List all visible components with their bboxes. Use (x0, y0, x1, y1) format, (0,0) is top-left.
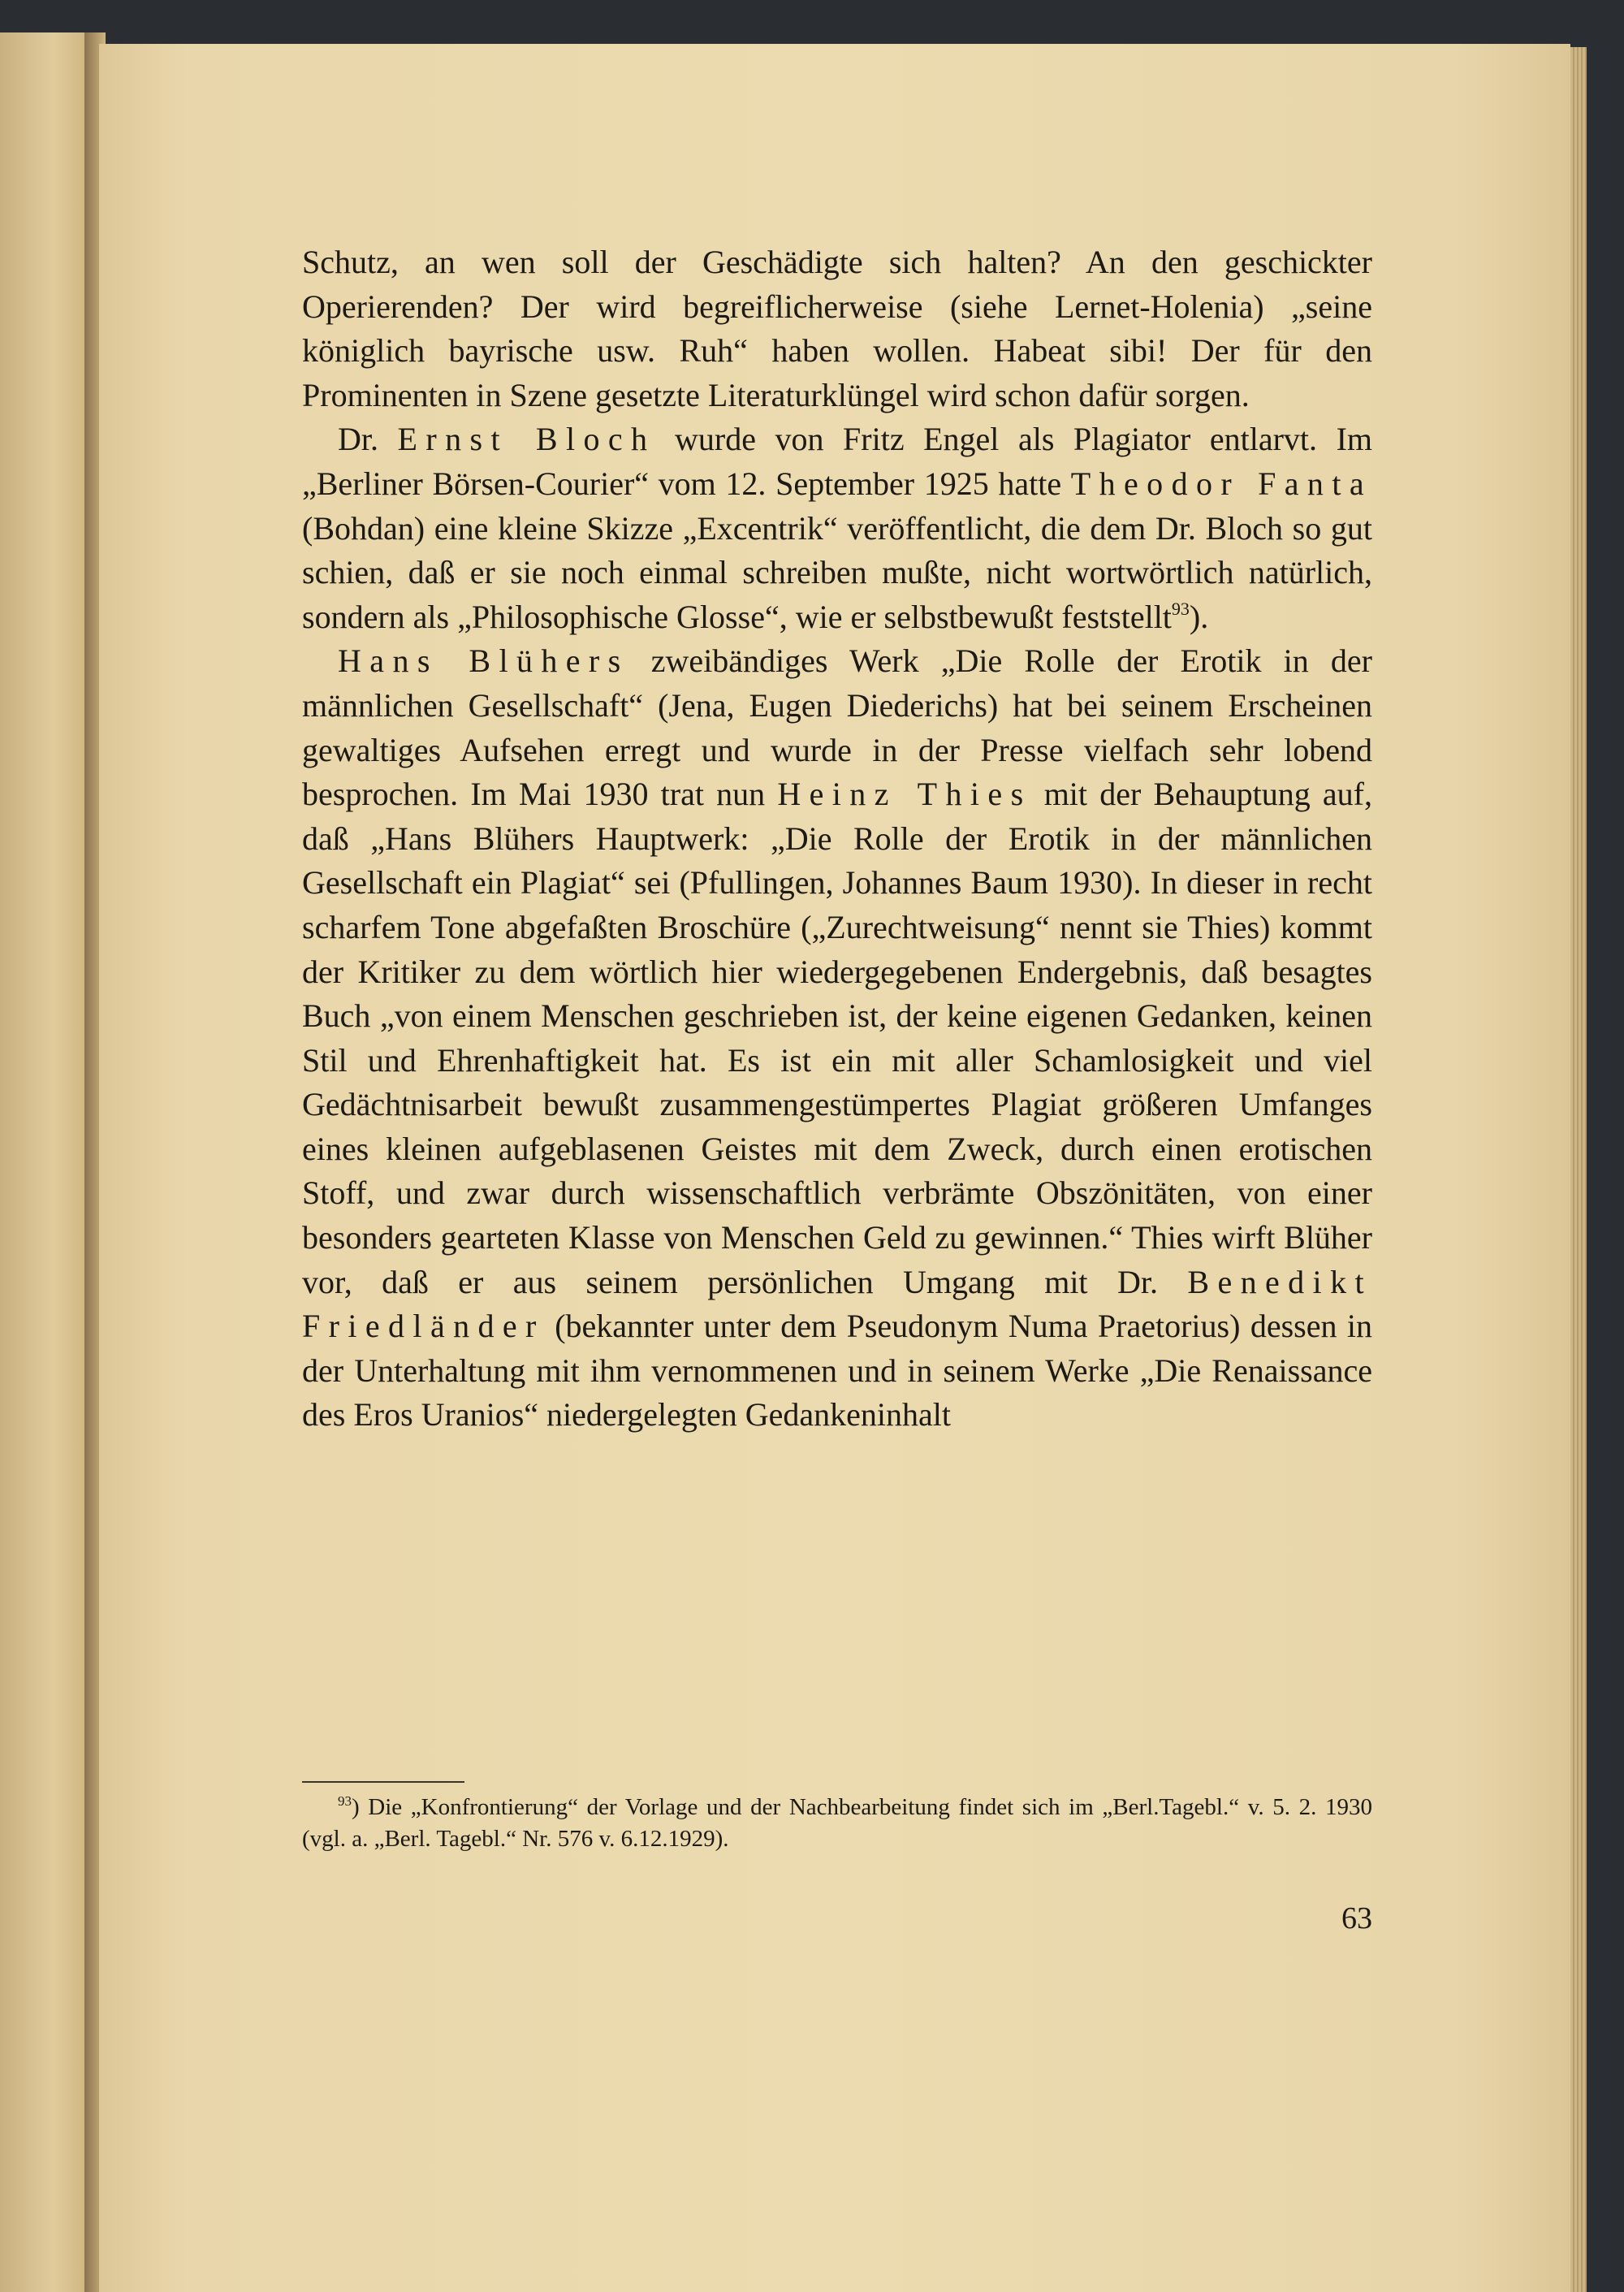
spaced-name: Benedikt Friedländer (302, 1263, 1372, 1345)
paragraph (302, 639, 1372, 1438)
text-run: (bekannter unter dem Pseudonym Numa Praetorius) dessen in der Unterhaltung mit ihm vernommenen und in seinem Werke „Die Renaissance des Eros Uranios“ niedergelegten Gedankeninhalt (302, 1308, 1372, 1434)
footnote (302, 1792, 1372, 1855)
body-text (302, 240, 1372, 1438)
text-run: ). (1189, 598, 1209, 635)
text-run: (Bohdan) eine kleine Skizze „Excentrik“ veröffentlicht, die dem Dr. Bloch so gut schien, daß er sie noch einmal schreiben mußte, nicht wortwörtlich natürlich, sondern als „Philosophische Glosse“, wie er selbstbewußt feststellt (302, 509, 1372, 635)
text-run: ) Die „Konfrontierung“ der Vorlage und der Nachbearbeitung findet sich im „Berl.Tagebl.“ v. 5. 2. 1930 (vgl. a. „Berl. Tagebl.“ Nr. 576 v. 6.12.1929). (302, 1794, 1372, 1852)
spaced-name: Theodor Fanta (1070, 465, 1372, 502)
footnote-marker: 93 (1171, 598, 1190, 619)
text-run: zweibändiges Werk „Die Rolle der Erotik in der männlichen Gesellschaft“ (Jena, Eugen Diederichs) hat bei seinem Erscheinen gewaltiges Aufsehen erregt und wurde in der Presse vielfach sehr lobend besprochen. Im Mai 1930 trat nun (302, 642, 1372, 813)
text-run: Schutz, an wen soll der Geschädigte sich halten? An den geschickter Operierenden? Der wird begreiflicherweise (siehe Lernet-Holenia) „seine königlich bayrische usw. Ruh“ haben wollen. Habeat sibi! Der für den Prominenten in Szene gesetzte Literaturklüngel wird schon dafür sorgen. (302, 244, 1372, 413)
paragraph (302, 417, 1372, 639)
text-run: Dr. (338, 421, 398, 458)
spaced-name: Heinz Thies (777, 776, 1032, 813)
spaced-name: Ernst Bloch (397, 421, 656, 458)
footnotes (302, 1792, 1372, 1855)
page-number: 63 (1341, 1901, 1372, 1935)
footnote-marker: 93 (338, 1793, 352, 1809)
page-stack-edge (1570, 47, 1587, 2292)
footnote-divider (302, 1781, 464, 1783)
text-run: mit der Behauptung auf, daß „Hans Blühers Hauptwerk: „Die Rolle der Erotik in der männlichen Gesellschaft ein Plagiat“ sei (Pfullingen, Johannes Baum 1930). In dieser in recht scharfem Tone abgefaßten Broschüre („Zurechtweisung“ nennt sie Thies) kommt der Kritiker zu dem wörtlich hier wiedergegebenen Endergebnis, daß besagtes Buch „von einem Menschen geschrieben ist, der keine eigenen Gedanken, keinen Stil und Ehrenhaftigkeit hat. Es ist ein mit aller Schamlosigkeit und viel Gedächtnisarbeit bewußt zusammengestümpertes Plagiat größeren Umfanges eines kleinen aufgeblasenen Geistes mit dem Zweck, durch einen erotischen Stoff, und zwar durch wissenschaftlich verbrämte Obszönitäten, von einer besonders gearteten Klasse von Menschen Geld zu gewinnen.“ Thies wirft Blüher vor, daß er aus seinem persönlichen Umgang mit Dr. (302, 776, 1372, 1300)
left-page-edge (0, 32, 97, 2292)
spaced-name: Hans Blühers (338, 642, 629, 680)
text-run: wurde von Fritz Engel als Plagiator entlarvt. Im „Berliner Börsen-Courier“ vom 12. September 1925 hatte (302, 421, 1373, 502)
paragraph (302, 240, 1372, 417)
